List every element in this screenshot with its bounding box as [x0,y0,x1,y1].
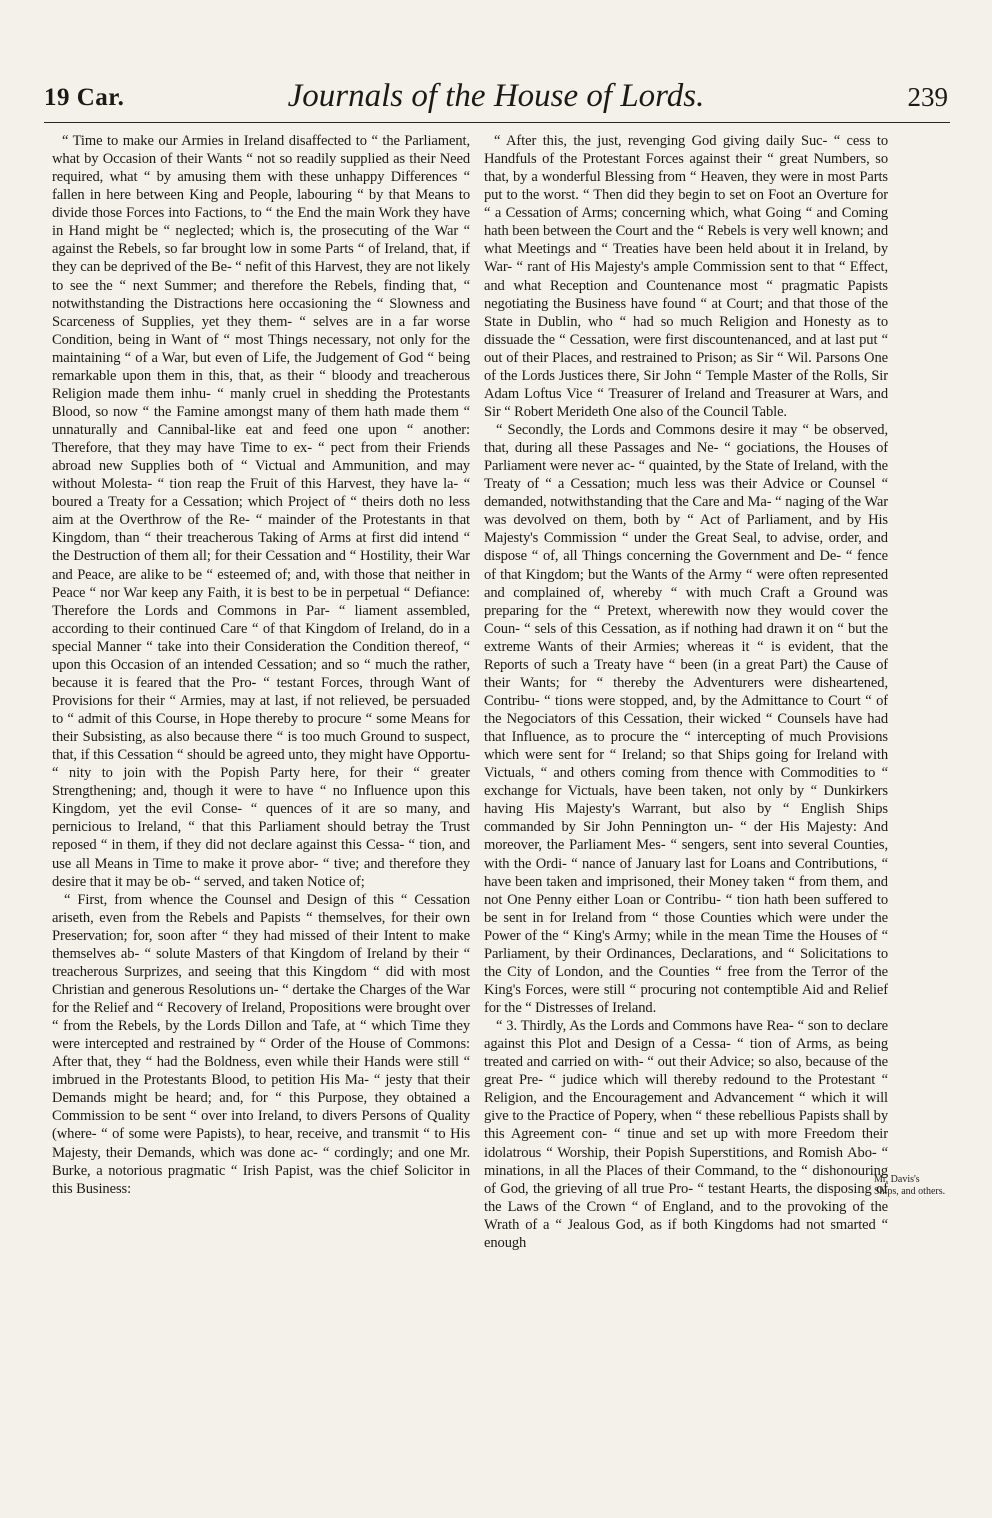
right-paragraph-1: “ After this, the just, revenging God giving daily Suc- “ cess to Handfuls of the Protestant Forces against their “ great Numbers, so that, by a wonderful Blessing from “ Heaven, they were in most Parts put to the worst. “ Then did they begin to set on Foot an Overture for “ a Cessation of Arms; concerning which, what Going “ and Coming hath been between the Court and the “ Rebels is very well known; and what Meetings and “ Treaties have been held about it in Ireland, by War- “ rant of His Majesty's ample Commission sent to that “ Effect, and what Reception and Countenance most “ pragmatic Papists negotiating the Business have found “ at Court; and that those of the State in Dublin, who “ had so much Religion and Honesty as to dissuade the “ Cessation, were first discountenanced, and at last put “ out of their Places, and restrained to Prison; as Sir “ Wil. Parsons One of the Lords Justices there, Sir John “ Temple Master of the Rolls, Sir Adam Loftus Vice “ Treasurer of Ireland and Treasurer at Wars, and Sir “ Robert Merideth One also of the Council Table. [484,133,888,420]
right-column [484,132,888,1512]
regnal-year: 19 Car. [44,84,125,111]
page-header [0,78,992,128]
right-paragraph-3: “ 3. Thirdly, As the Lords and Commons have Rea- “ son to declare against this Plot and Design of a Cessa- “ tion of Arms, as being treated and carried on with- “ out their Advice; so also, because of the great Pre- “ judice which will thereby redound to the Protestant “ Religion, and the Encouragement and Advancement “ which it will give to the Practice of Popery, when “ these rebellious Papists shall by this Agreement con- “ tinue and set up with more Freedom their idolatrous “ Worship, their Popish Superstitions, and Romish Abo- “ minations, in all the Places of their Command, to the “ dishonouring of God, the grieving of all true Pro- “ testant Hearts, the disposing of the Laws of the Crown “ of England, and to the provoking of the Wrath of a “ Jealous God, as if both Kingdoms had not smarted “ enough [484,1018,888,1251]
header-rule [44,122,950,123]
page-number: 239 [907,82,948,112]
page-title: Journals of the House of Lords. [287,78,705,114]
margin-note: Mr. Davis's Ships, and others. [874,1174,946,1197]
left-paragraph-2: “ First, from whence the Counsel and Design of this “ Cessation ariseth, even from the Rebels and Papists “ themselves, for their own Preservation; for, soon after “ they had missed of their Intent to make themselves ab- “ solute Masters of that Kingdom of Ireland by their “ treacherous Surprizes, and seeing that this Kingdom “ did with most Christian and generous Resolutions un- “ dertake the Charges of the War for the Relief and “ Recovery of Ireland, Propositions were brought over “ from the Rebels, by the Lords Dillon and Tafe, at “ which Time they were intercepted and restrained by “ Order of the House of Commons: After that, they “ had the Boldness, even while their Hands were still “ imbrued in the Protestants Blood, to petition His Ma- “ jesty that their Demands might be heard; and, for “ this Purpose, they obtained a Commission to be sent “ over into Ireland, to divers Persons of Quality (where- “ of some were Papists), to hear, receive, and transmit “ to His Majesty, their Demands, which was done ac- “ cordingly; and one Mr. Burke, a notorious pragmatic “ Irish Papist, was the chief Solicitor in this Business: [52,891,470,1197]
right-paragraph-2: “ Secondly, the Lords and Commons desire it may “ be observed, that, during all these Passages and Ne- “ gociations, the Houses of Parliament were never ac- “ quainted, by the State of Ireland, with the Treaty of “ a Cessation; much less was their Advice or Counsel “ demanded, notwithstanding that the Care and Ma- “ naging of the War was devolved on them, both by “ Act of Parliament, and by His Majesty's Commission “ under the Great Seal, to advise, order, and dispose “ of, all Things concerning the Government and De- “ fence of that Kingdom; but the Wants of the Army “ were often represented and complained of, whereby “ with much Craft a Ground was preparing for the “ Pretext, wherewith now they would cover the Coun- “ sels of this Cessation, as if nothing had drawn it on “ but the extreme Wants of their Armies; whereas it “ is evident, that the Reports of such a Treaty have “ been (in a great Part) the Cause of their Wants; for “ thereby the Adventurers were disheartened, Contribu- “ tions were stopped, and, by the Admittance to Court “ of the Negociators of this Cessation, their wicked “ Counsels have had that Influence, as to procure the “ intercepting of much Provisions which were sent for “ Ireland; so that Ships going for Ireland with Victuals, “ and others coming from thence with Commodities to “ exchange for Victuals, have been taken, not only by “ Dunkirkers having His Majesty's Warrant, but also by “ English Ships commanded by Sir John Pennington un- “ der His Majesty: And moreover, the Parliament Mes- “ sengers, sent into several Counties, with the Ordi- “ nance of January last for Loans and Contributions, “ have been taken and imprisoned, their Money taken “ from them, and not One Penny either Loan or Contribu- “ tion hath been suffered to be sent in for Ireland from “ those Counties which were under the Power of the “ King's Army; while in the mean Time the Houses of “ Parliament, by their Ordinances, Declarations, and “ Solicitations to the City of London, and the Counties “ free from the Terror of the King's Forces, were still “ procuring not contemptible Aid and Relief for the “ Distresses of Ireland. [484,422,888,1016]
left-paragraph-1: “ Time to make our Armies in Ireland disaffected to “ the Parliament, what by Occasion of their Wants “ not so readily supplied as their Need required, what “ by amusing them with these unhappy Differences “ fallen in here between King and People, labouring “ by that Means to divide those Forces into Factions, to “ the End the main Work they have in Hand might be “ neglected; which is, the prosecuting of the War “ against the Rebels, so far brought low in some Parts “ of Ireland, that, if they can be deprived of the Be- “ nefit of this Harvest, they are not likely to see the “ next Summer; and therefore the Rebels, finding that, “ notwithstanding the Distractions here occasioning the “ Slowness and Scarceness of Supplies, yet they them- “ selves are in a far worse Condition, being in Want of “ most Things necessary, not only for the maintaining “ of a War, but even of Life, the Judgement of God “ being remarkable upon them in this, that, as their “ bloody and treacherous Religion made them inhu- “ manly cruel in shedding the Protestants Blood, so now “ the Famine amongst many of them hath made them “ unnaturally and Cannibal-like eat and feed one upon “ another: Therefore, that they may have Time to ex- “ pect from their Friends abroad new Supplies both of “ Victual and Ammunition, and may without Molesta- “ tion reap the Fruit of this Harvest, they have la- “ boured a Treaty for a Cessation; which Project of “ theirs doth no less aim at the Overthrow of the Re- “ mainder of the Protestants in that Kingdom, than “ their treacherous Taking of Arms at first did intend “ the Destruction of them all; for their Cessation and “ Hostility, their War and Peace, are alike to be “ esteemed of; and, with those that neither in Peace “ nor War keep any Faith, it is best to be in perpetual “ Defiance: Therefore the Lords and Commons in Par- “ liament assembled, according to their continued Care “ of that Kingdom of Ireland, do in a special Manner “ take into their Consideration the Condition thereof, “ upon this Occasion of an intended Cessation; and so “ much the rather, because it is feared that the Pro- “ testant Forces, through Want of Provisions for their “ Armies, may at last, if not relieved, be persuaded to “ admit of this Course, in Hope thereby to procure “ some Means for their Subsisting, as also because there “ is too much Ground to suspect, that, if this Cessation “ should be agreed unto, they might have Opportu- “ nity to join with the Popish Party here, for their “ greater Strengthening; and, though it were to have “ no Influence upon this Kingdom, yet the evil Conse- “ quences of it are so many, and pernicious to Ireland, “ that this Parliament should betray the Trust reposed “ in them, if they did not declare against this Cessa- “ tion, and use all Means in Time to make it prove abor- “ tive; and therefore they desire that it may be ob- “ served, and taken Notice of; [52,133,470,890]
left-column [52,132,470,1512]
